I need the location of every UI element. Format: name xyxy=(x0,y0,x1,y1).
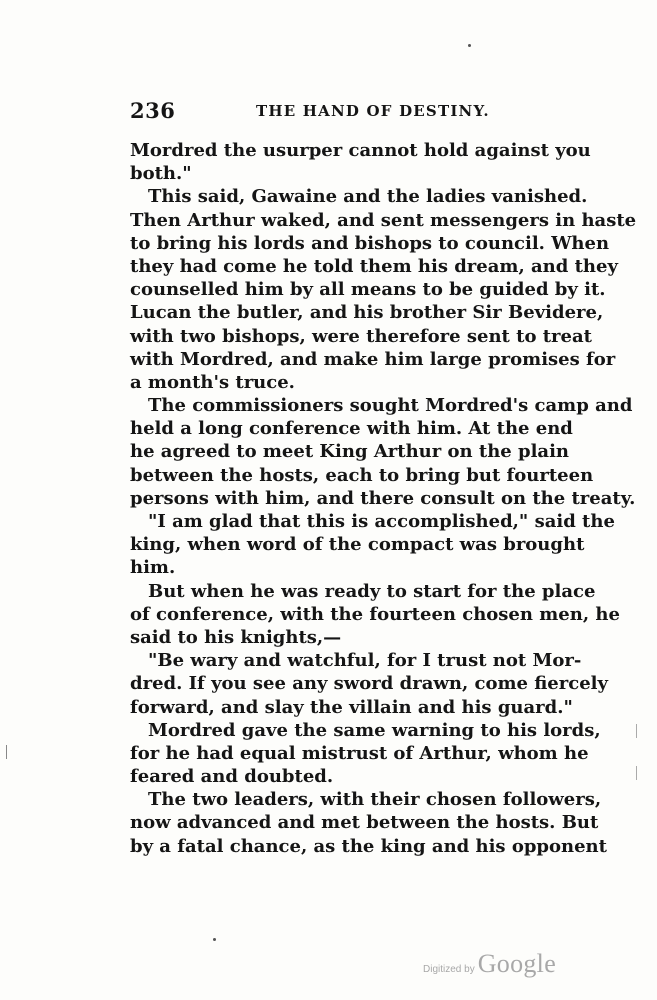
text-line: him. xyxy=(130,557,176,579)
text-line: said to his knights,— xyxy=(130,626,342,648)
text-line: with Mordred, and make him large promises for xyxy=(130,348,616,370)
scan-margin-mark xyxy=(636,766,637,780)
text-line: "I am glad that this is accomplished," said the xyxy=(148,511,615,532)
text-line: Mordred the usurper cannot hold against you xyxy=(130,140,591,161)
text-line: Then Arthur waked, and sent messengers in haste xyxy=(130,209,637,231)
text-line: with two bishops, were therefore sent to treat xyxy=(130,325,592,347)
text-line: forward, and slay the villain and his guard." xyxy=(130,696,573,718)
watermark-prefix: Digitized by xyxy=(423,964,475,975)
text-line: between the hosts, each to bring but fourteen xyxy=(130,464,594,486)
text-line: held a long conference with him. At the end xyxy=(130,418,573,440)
scan-margin-mark xyxy=(636,724,637,738)
text-line: "Be wary and watchful, for I trust not Mor- xyxy=(148,650,582,672)
print-speck xyxy=(468,44,471,47)
page-number: 236 xyxy=(130,98,176,123)
text-line: now advanced and met between the hosts. But xyxy=(130,812,599,834)
text-line: by a fatal chance, as the king and his opponent xyxy=(130,835,607,857)
text-line: a month's truce. xyxy=(130,371,295,393)
text-line: for he had equal mistrust of Arthur, whom he xyxy=(130,742,589,764)
running-head: THE HAND OF DESTINY. xyxy=(256,102,490,120)
text-line: This said, Gawaine and the ladies vanished. xyxy=(148,186,588,208)
text-line: Mordred gave the same warning to his lords, xyxy=(148,719,601,741)
text-line: The two leaders, with their chosen followers, xyxy=(148,789,602,811)
digitized-watermark xyxy=(423,949,556,979)
page-header xyxy=(130,98,563,126)
text-line: Lucan the butler, and his brother Sir Bevidere, xyxy=(130,302,604,324)
text-line: both." xyxy=(130,163,192,185)
text-line: king, when word of the compact was brought xyxy=(130,534,585,556)
watermark-brand: Google xyxy=(477,949,557,978)
text-line: dred. If you see any sword drawn, come fiercely xyxy=(130,673,608,695)
text-line: counselled him by all means to be guided by it. xyxy=(130,279,606,301)
text-line: of conference, with the fourteen chosen men, he xyxy=(130,603,620,625)
text-line: feared and doubted. xyxy=(130,766,334,788)
text-line: But when he was ready to start for the place xyxy=(148,580,596,602)
text-line: persons with him, and there consult on the treaty. xyxy=(130,487,636,509)
text-line: he agreed to meet King Arthur on the plain xyxy=(130,441,570,463)
scan-margin-mark xyxy=(6,745,7,759)
body-text xyxy=(130,139,637,858)
text-line: they had come he told them his dream, and they xyxy=(130,255,618,277)
print-speck xyxy=(213,938,216,941)
text-line: The commissioners sought Mordred's camp and xyxy=(148,395,633,417)
text-line: to bring his lords and bishops to council. When xyxy=(130,232,610,254)
